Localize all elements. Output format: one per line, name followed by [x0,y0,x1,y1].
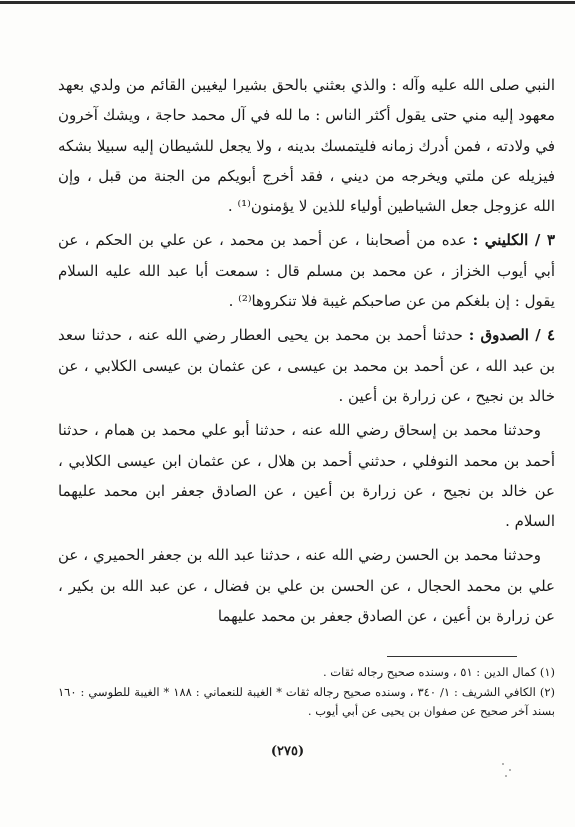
hadith-header-saduq: ٤ / الصدوق : [468,326,555,345]
paragraph-4: وحدثنا محمد بن إسحاق رضي الله عنه ، حدثنا أبو علي محمد بن همام ، حدثنا أحمد بن محمد النوفلي ، حدثني أحمد بن هلال ، عن عثمان ابن عيسى الكلابي ، عن خالد بن نجيح ، عن زرارة بن أعين ، عن الصادق جعفر ابن محمد عليهما السلام . [58,421,555,531]
hadith-header-kulayni: ٣ / الكليني : [472,231,555,250]
paragraph-2 [58,225,555,316]
footnote-1: (١) كمال الدين : ٥١ ، وسنده صحيح رجاله ثقات . [323,665,555,679]
paragraph-3-text: حدثنا أحمد بن محمد بن يحيى العطار رضي الله عنه ، حدثنا سعد بن عبد الله ، عن أحمد بن محمد بن عيسى ، عن عثمان بن عيسى الكلابي ، عن خالد بن نجيح ، عن زرارة بن أعين . [58,326,555,405]
paragraph-5: وحدثنا محمد بن الحسن رضي الله عنه ، حدثنا عبد الله بن جعفر الحميري ، عن علي بن محمد الحجال ، عن الحسن بن علي بن فضال ، عن عبد الله بن بكير ، عن زرارة بن أعين ، عن الصادق جعفر بن محمد عليهما [58,546,555,626]
paragraph-3 [58,320,555,411]
page-number: (٢٧٥) [270,744,305,759]
footnote-2: (٢) الكافي الشريف : ١/ ٣٤٠ ، وسنده صحيح رجاله ثقات * الغيبة للنعماني : ١٨٨ * الغيبة للطوسي : ١٦٠ بسند آخر صحيح عن صفوان بن يحيى عن أبي أيوب . [58,684,556,719]
footnote-divider [387,656,517,657]
paragraph-2-text: عده من أصحابنا ، عن أحمد بن محمد ، عن علي بن الحكم ، عن أبي أيوب الخزاز ، عن محمد بن مسلم قال : سمعت أبا عبد الله عليه السلام يقول : إن بلغكم من عن صاحبكم غيبة فلا تنكروها⁽²⁾ . [58,231,555,311]
top-border-line [0,1,575,4]
footnotes [58,663,555,722]
paragraph-1: النبي صلى الله عليه وآله : والذي بعثني بالحق بشيرا ليغيبن القائم من ولدي بعهد معهود إليه مني حتى يقول أكثر الناس : ما لله في آل محمد حاجة ، ويشك آخرون في ولادته ، فمن أدرك زمانه فليتمسك بدينه ، ولا يجعل للشيطان إليه سبيلا بشكه فيزيله عن ملتي ويخرجه من ديني ، فقد أخرج أبويكم من الجنة من قبل ، وإن الله عزوجل جعل الشياطين أولياء للذين لا يؤمنون⁽¹⁾ . [58,76,555,216]
main-text [58,70,555,631]
scan-specks [500,760,520,780]
